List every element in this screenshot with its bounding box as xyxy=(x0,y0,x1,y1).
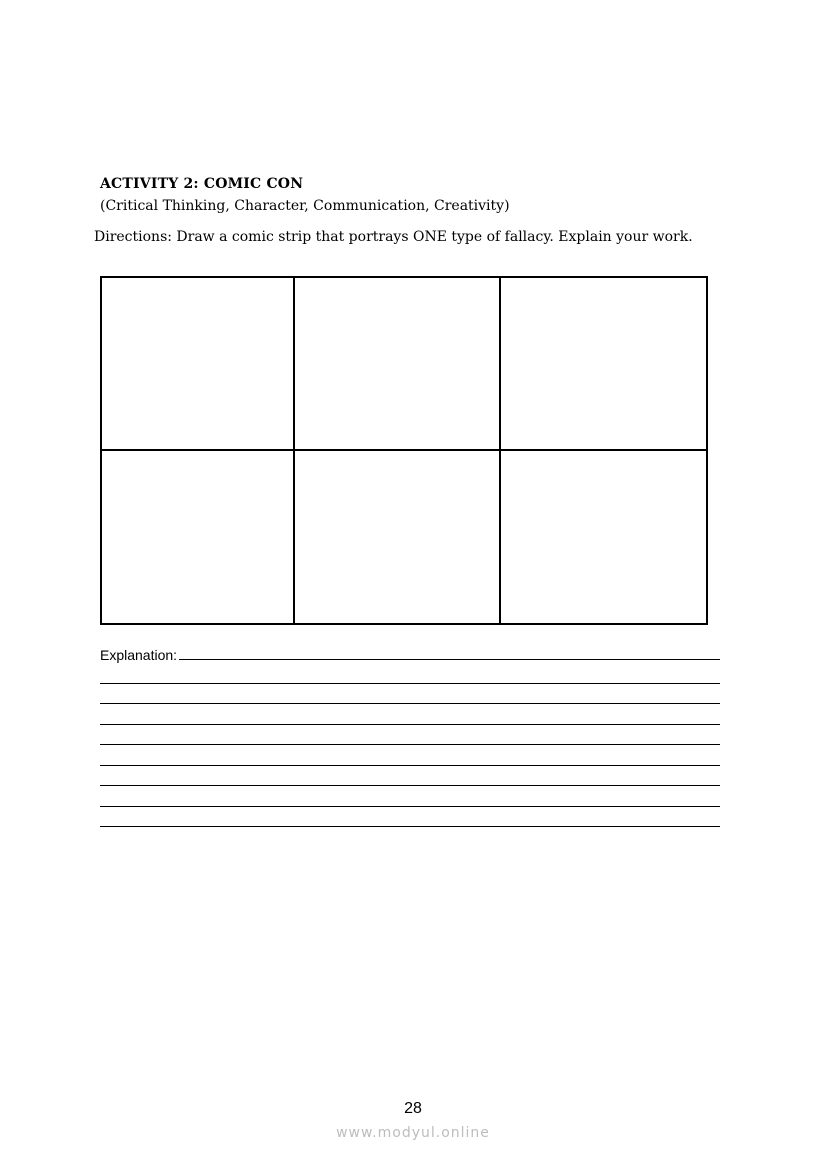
page-number: 28 xyxy=(404,1100,422,1117)
answer-line[interactable] xyxy=(100,684,720,705)
comic-panel-1[interactable] xyxy=(102,278,295,451)
comic-strip-grid xyxy=(100,276,708,625)
explanation-label: Explanation: xyxy=(100,647,178,663)
explanation-first-line[interactable] xyxy=(100,643,720,663)
explanation-section xyxy=(100,643,720,827)
activity-directions: Directions: Draw a comic strip that portrays ONE type of fallacy. Explain your work. xyxy=(94,229,693,245)
comic-panel-6[interactable] xyxy=(501,451,706,624)
answer-line[interactable] xyxy=(100,807,720,828)
answer-line[interactable] xyxy=(100,725,720,746)
answer-line[interactable] xyxy=(100,766,720,787)
answer-line[interactable] xyxy=(100,786,720,807)
comic-panel-4[interactable] xyxy=(102,451,295,624)
activity-title: ACTIVITY 2: COMIC CON xyxy=(100,176,304,192)
answer-line[interactable] xyxy=(100,704,720,725)
comic-panel-5[interactable] xyxy=(295,451,501,624)
activity-skills: (Critical Thinking, Character, Communication, Creativity) xyxy=(100,198,510,214)
answer-rule xyxy=(179,659,720,660)
comic-panel-2[interactable] xyxy=(295,278,501,451)
watermark: www.modyul.online xyxy=(336,1125,490,1141)
answer-line[interactable] xyxy=(100,663,720,684)
answer-line[interactable] xyxy=(100,745,720,766)
comic-panel-3[interactable] xyxy=(501,278,706,451)
